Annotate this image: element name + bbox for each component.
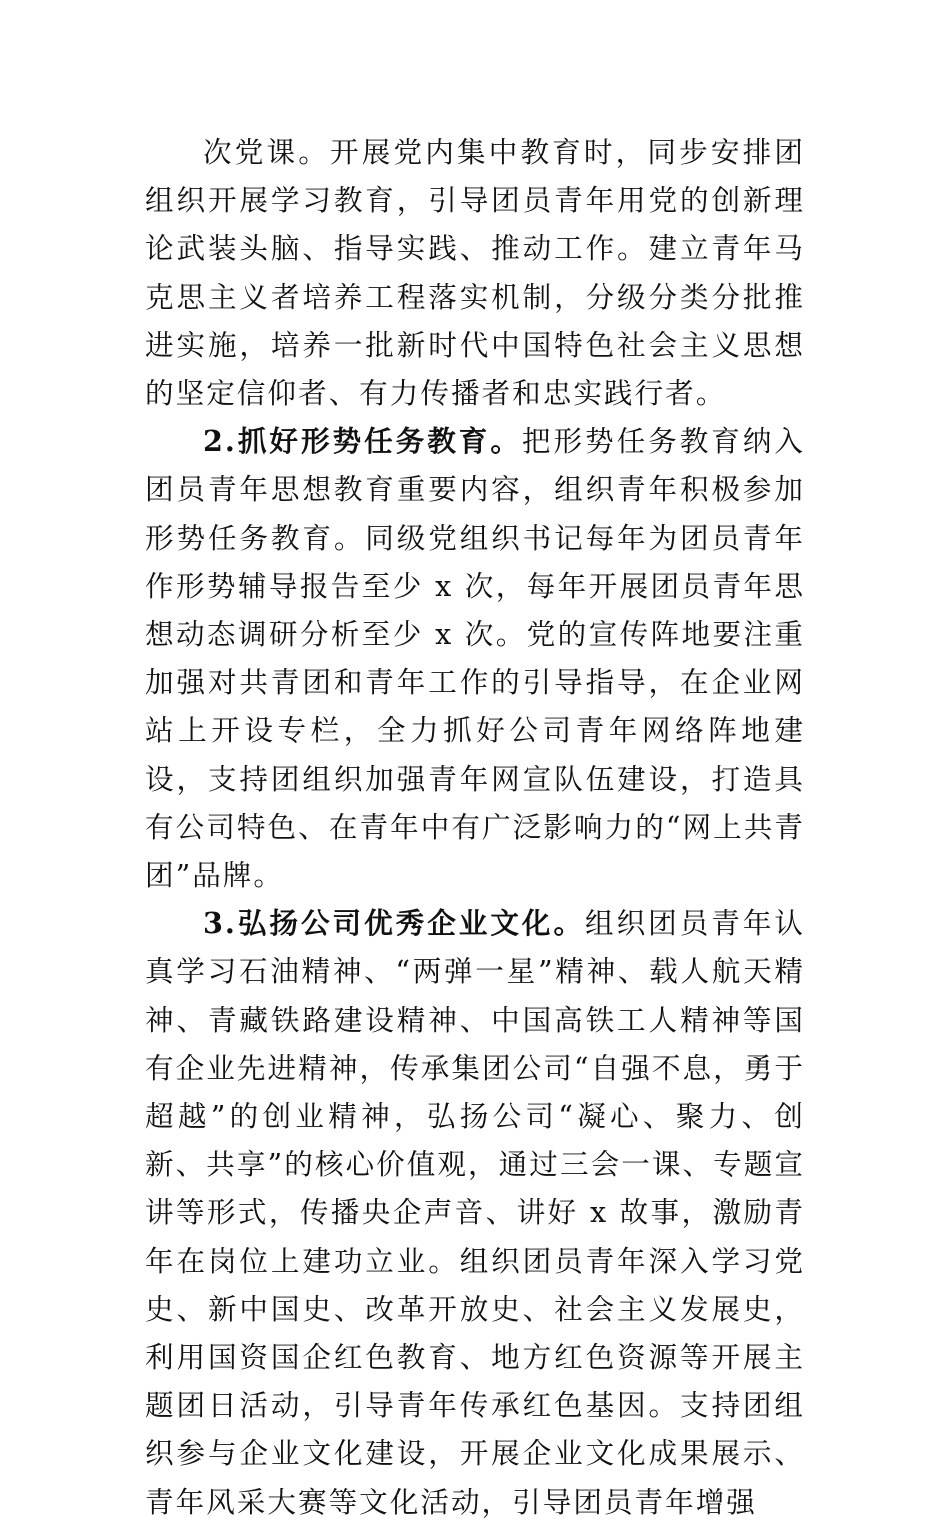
body-text [145,128,805,1526]
paragraph-2-body: 把形势任务教育纳入团员青年思想教育重要内容，组织青年积极参加形势任务教育。同级党组织书记每年为团员青年作形势辅导报告至少 x 次，每年开展团员青年思想动态调研分析至少 x 次。党的宣传阵地要注重加强对共青团和青年工作的引导指导，在企业网站上开设专栏，全力抓好公司青年网络阵地建设，支持团组织加强青年网宣队伍建设，打造具有公司特色、在青年中有广泛影响力的“网上共青团”品牌。 [145,424,805,893]
paragraph-3-body: 组织团员青年认真学习石油精神、“两弹一星”精神、载人航天精神、青藏铁路建设精神、中国高铁工人精神等国有企业先进精神，传承集团公司“自强不息，勇于超越”的创业精神，弘扬公司“凝心、聚力、创新、共享”的核心价值观，通过三会一课、专题宣讲等形式，传播央企声音、讲好 x 故事，激励青年在岗位上建功立业。组织团员青年深入学习党史、新中国史、改革开放史、社会主义发展史，利用国资国企红色教育、地方红色资源等开展主题团日活动，引导青年传承红色基因。支持团组织参与企业文化建设，开展企业文化成果展示、青年风采大赛等文化活动，引导团员青年增强 [145,906,805,1519]
paragraph-3-heading: 3.弘扬公司优秀企业文化。 [203,906,586,941]
paragraph-1-body: 次党课。开展党内集中教育时，同步安排团组织开展学习教育，引导团员青年用党的创新理论武装头脑、指导实践、推动工作。建立青年马克思主义者培养工程落实机制，分级分类分批推进实施，培养一批新时代中国特色社会主义思想的坚定信仰者、有力传播者和忠实践行者。 [145,135,805,411]
paragraph-2-heading: 2.抓好形势任务教育。 [203,424,522,459]
paragraph-2 [145,417,805,899]
paragraph-1 [145,128,805,417]
paragraph-3 [145,899,805,1526]
